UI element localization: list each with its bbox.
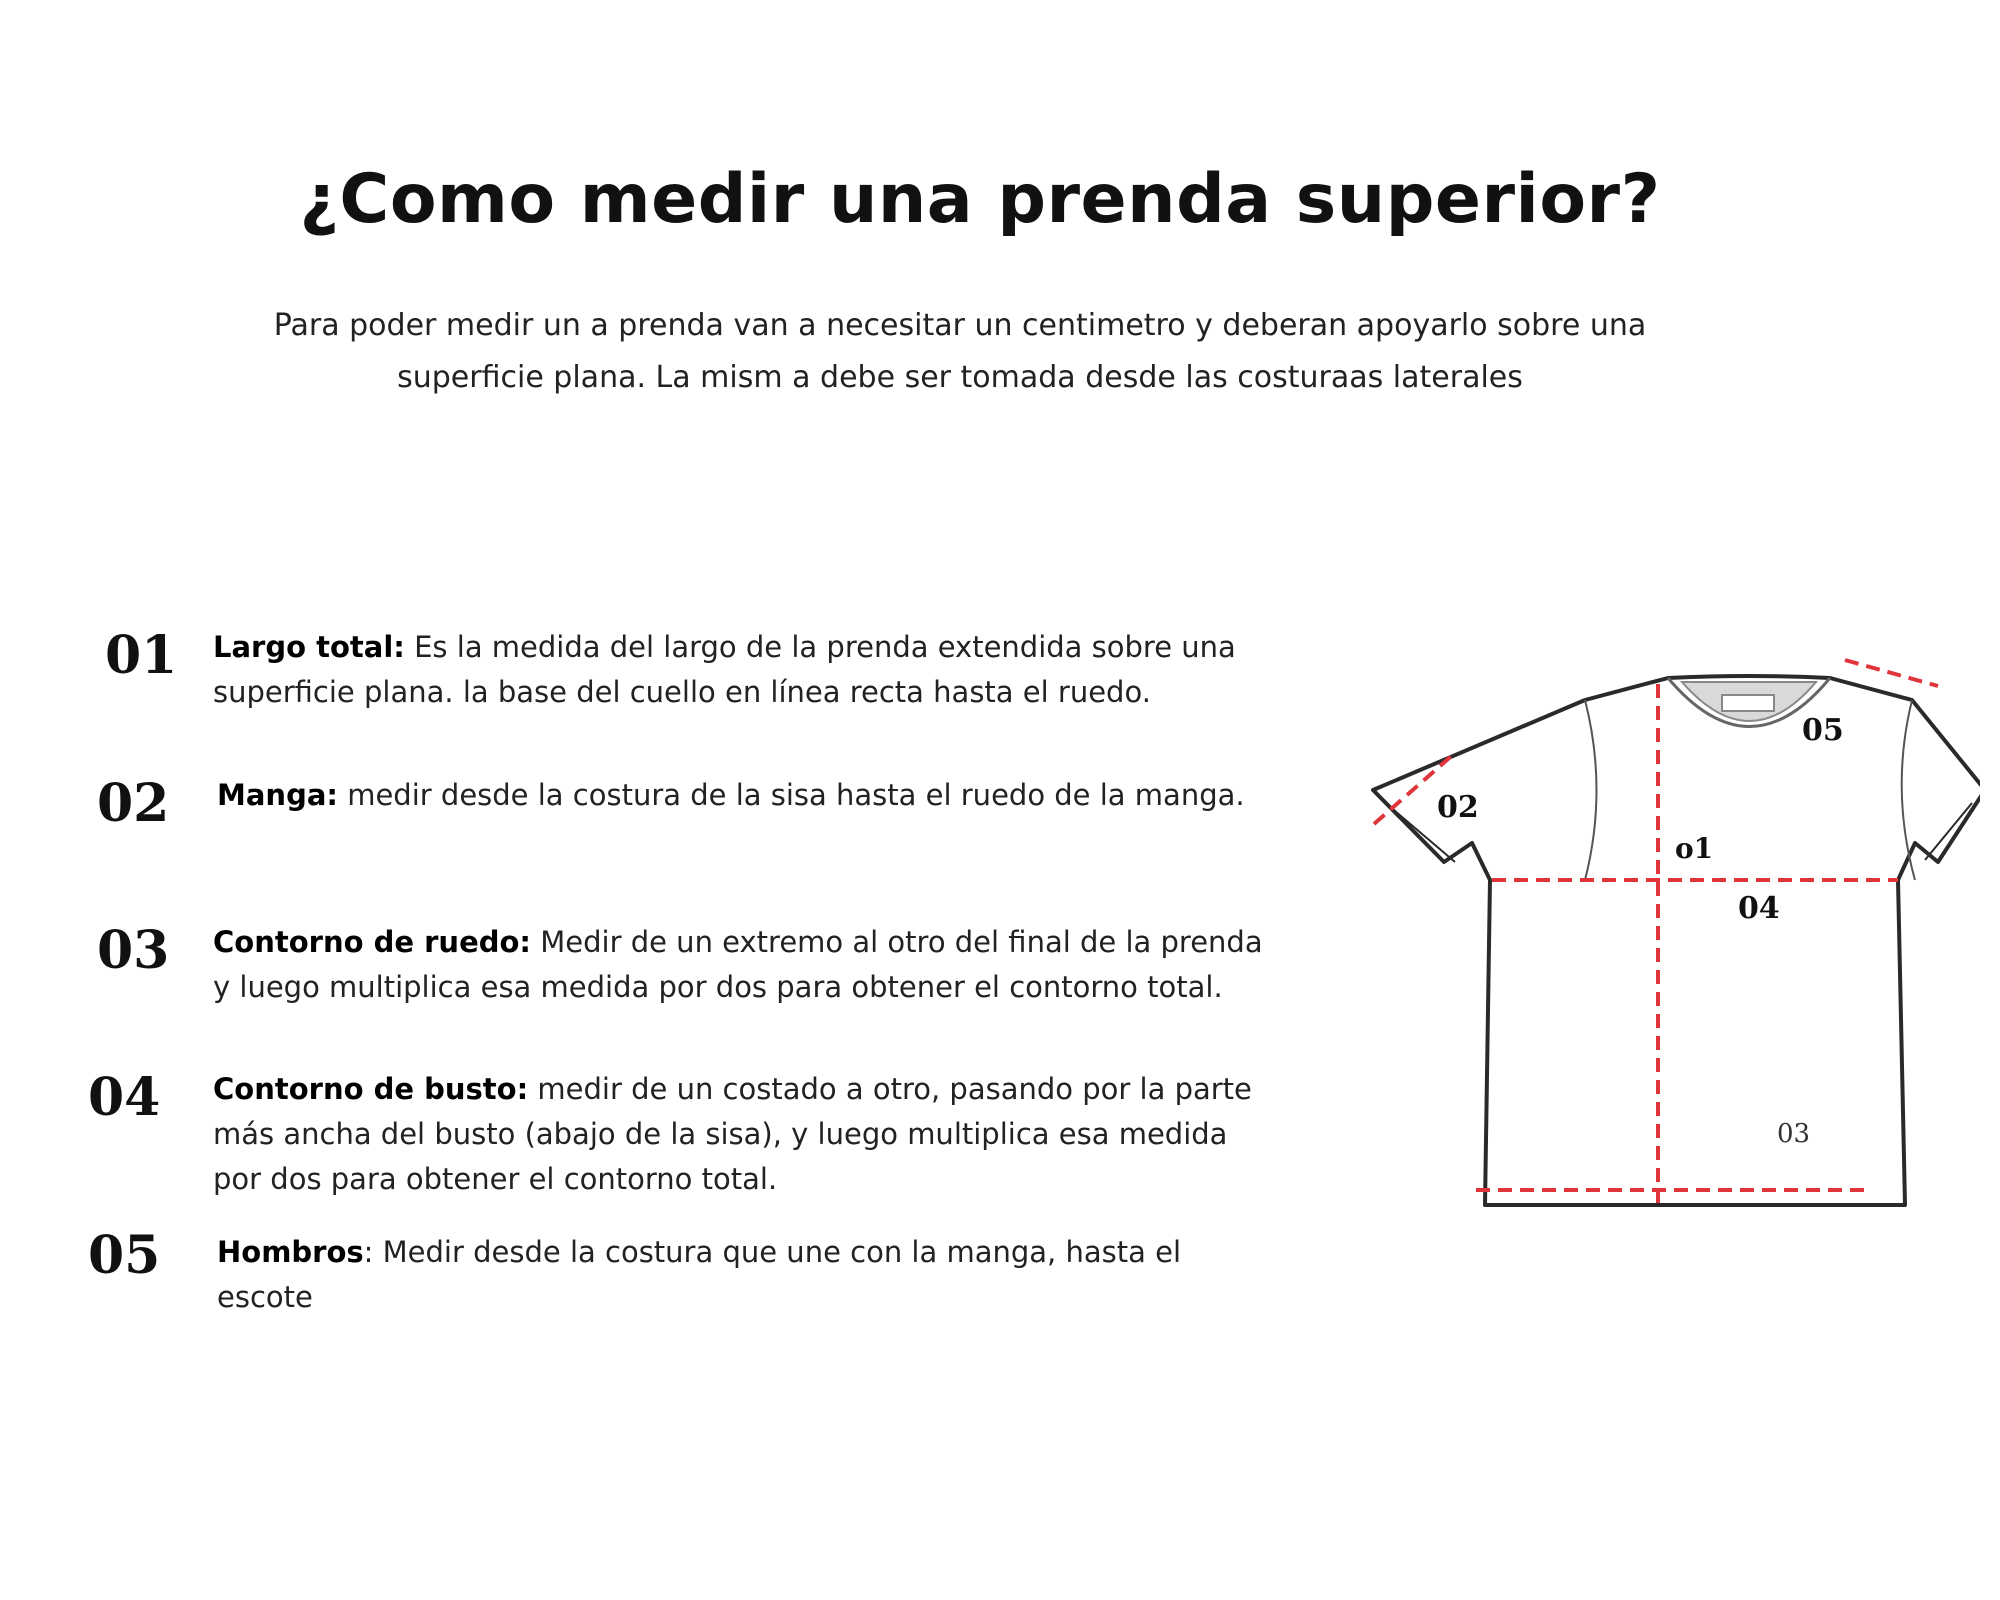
- step-number: 04: [88, 1067, 161, 1128]
- step-body: medir desde la costura de la sisa hasta el ruedo de la manga.: [338, 778, 1245, 812]
- intro-paragraph: Para poder medir un a prenda van a necesitar un centimetro y deberan apoyarlo sobre una superficie plana. La mism a debe ser tomada desde las costuraas laterales: [273, 308, 1647, 395]
- tshirt-measurement-diagram: [1360, 600, 1980, 1240]
- hem-label: 03: [1777, 1119, 1811, 1149]
- length-label: o1: [1675, 832, 1714, 865]
- neck-label-icon: [1722, 695, 1774, 711]
- step-number: 03: [97, 920, 170, 981]
- shoulder-measure-line: [1845, 660, 1938, 686]
- step-body: Medir de un extremo al otro del final de la prenda y luego multiplica esa medida por dos para obtener el contorno total.: [213, 925, 1263, 1004]
- step-number: 01: [105, 625, 178, 686]
- shoulder-label: 05: [1802, 713, 1844, 748]
- step-description: [213, 625, 1273, 715]
- step-body: Es la medida del largo de la prenda extendida sobre una superficie plana. la base del cuello en línea recta hasta el ruedo.: [213, 630, 1236, 709]
- step-label: Contorno de busto:: [213, 1072, 529, 1106]
- chest-label: 04: [1738, 891, 1780, 926]
- step-label: Hombros: [217, 1235, 364, 1269]
- step-number: 05: [88, 1225, 161, 1286]
- shirt-body-outline: [1373, 676, 1980, 1205]
- sleeve-label: 02: [1437, 790, 1479, 825]
- step-body: medir de un costado a otro, pasando por la parte más ancha del busto (abajo de la sisa), y luego multiplica esa medida por dos para obtener el contorno total.: [213, 1072, 1252, 1196]
- step-label: Largo total:: [213, 630, 405, 664]
- step-body: : Medir desde la costura que une con la manga, hasta el escote: [217, 1235, 1181, 1314]
- tshirt-outline-icon: [1360, 600, 1980, 1240]
- step-label: Manga:: [217, 778, 338, 812]
- step-description: [217, 1230, 1277, 1320]
- step-number: 02: [97, 773, 170, 834]
- page-title: ¿Como medir una prenda superior?: [299, 160, 1661, 239]
- step-description: [213, 920, 1273, 1010]
- step-description: [217, 773, 1277, 818]
- step-label: Contorno de ruedo:: [213, 925, 532, 959]
- step-description: [213, 1067, 1273, 1202]
